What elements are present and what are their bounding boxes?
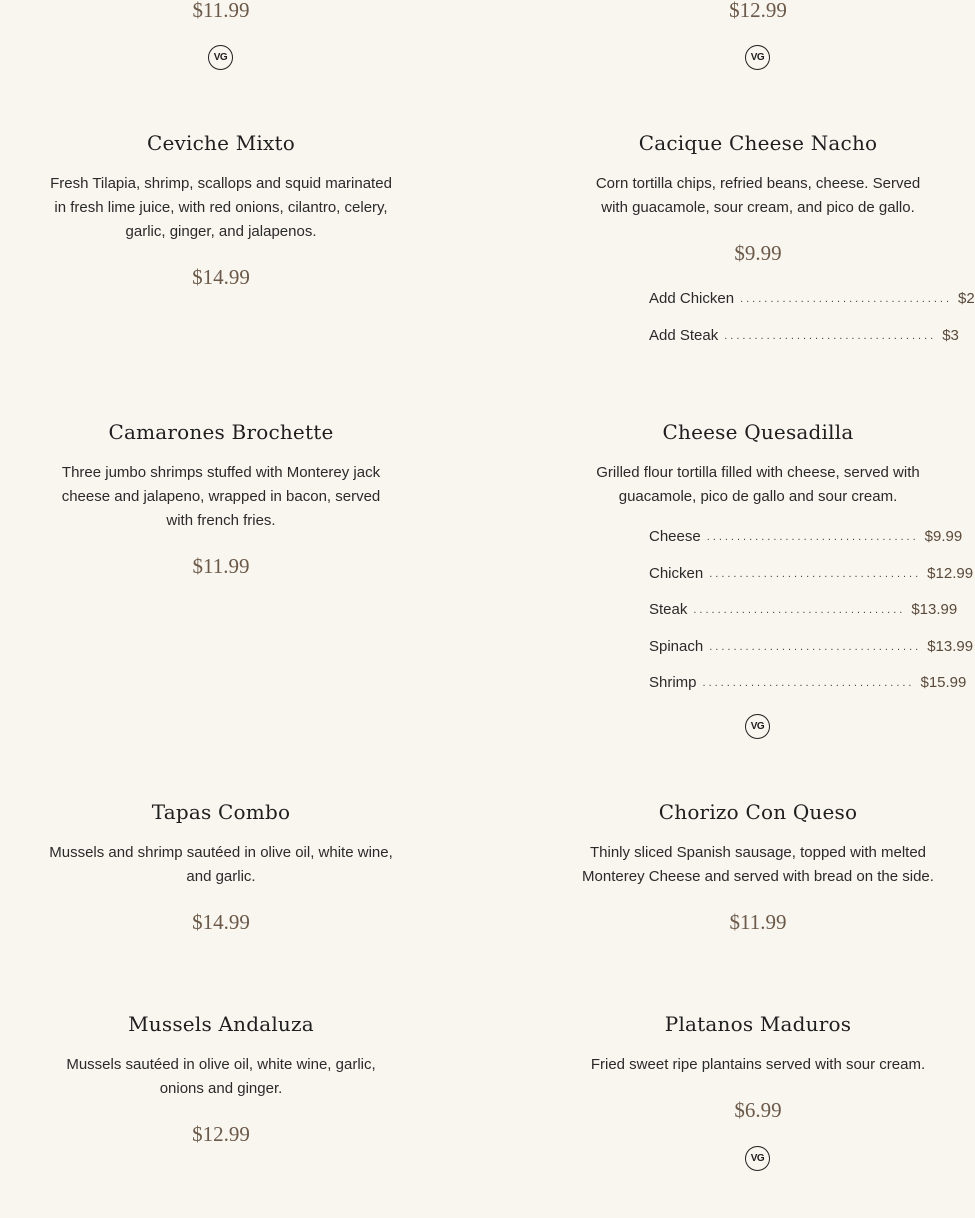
option-price: $3 [942, 327, 959, 344]
option-leader: ................................... [693, 604, 906, 616]
option-label: Chicken [649, 565, 704, 582]
item-price-tapas: $14.99 [192, 910, 250, 934]
item-title-ceviche: Ceviche Mixto [147, 131, 295, 155]
desc-line: garlic, ginger, and jalapenos. [125, 223, 317, 240]
option-row [649, 327, 959, 345]
item-title-camarones: Camarones Brochette [108, 420, 334, 444]
option-leader: ................................... [740, 293, 953, 305]
top-right-price: $12.99 [729, 0, 787, 22]
desc-line: Corn tortilla chips, refried beans, cheese. Served [595, 175, 921, 192]
item-desc-camarones [21, 461, 421, 533]
item-title-platanos: Platanos Maduros [664, 1012, 852, 1036]
desc-line: Three jumbo shrimps stuffed with Monterey jack [61, 464, 381, 481]
option-label: Add Steak [649, 327, 719, 344]
option-label: Spinach [649, 638, 704, 655]
option-row [649, 638, 974, 656]
item-desc-mussels [21, 1053, 421, 1101]
option-label: Cheese [649, 528, 701, 545]
option-leader: ................................... [702, 677, 915, 689]
option-leader: ................................... [709, 568, 922, 580]
option-price: $13.99 [927, 638, 974, 655]
option-leader: ................................... [709, 641, 922, 653]
item-price-camarones: $11.99 [192, 554, 250, 578]
option-row [649, 528, 963, 546]
desc-line: Thinly sliced Spanish sausage, topped with melted [589, 844, 927, 861]
item-price-chorizo: $11.99 [729, 910, 787, 934]
desc-line: Fresh Tilapia, shrimp, scallops and squid marinated [50, 175, 392, 192]
option-price: $2 [958, 290, 975, 307]
item-price-cacique: $9.99 [734, 241, 782, 265]
desc-line: in fresh lime juice, with red onions, cilantro, celery, [54, 199, 388, 216]
item-desc-quesadilla [558, 461, 958, 509]
item-title-tapas: Tapas Combo [151, 800, 291, 824]
desc-line: Mussels and shrimp sautéed in olive oil, white wine, [49, 844, 393, 861]
item-desc-tapas [21, 841, 421, 889]
item-title-mussels: Mussels Andaluza [128, 1012, 314, 1036]
item-desc-chorizo [558, 841, 958, 889]
desc-line: cheese and jalapeno, wrapped in bacon, served [61, 488, 381, 505]
option-price: $12.99 [927, 565, 974, 582]
option-price: $15.99 [920, 674, 967, 691]
item-title-chorizo: Chorizo Con Queso [658, 800, 858, 824]
item-price-mussels: $12.99 [192, 1122, 250, 1146]
desc-line: Grilled flour tortilla filled with cheese, served with [596, 464, 920, 481]
item-desc-platanos [558, 1053, 958, 1077]
item-desc-cacique [558, 172, 958, 220]
option-row [649, 290, 975, 308]
option-label: Steak [649, 601, 688, 618]
item-title-cacique: Cacique Cheese Nacho [638, 131, 878, 155]
option-label: Shrimp [649, 674, 697, 691]
desc-line: Monterey Cheese and served with bread on the side. [582, 868, 934, 885]
option-price: $13.99 [911, 601, 958, 618]
option-row [649, 674, 967, 692]
item-desc-ceviche [21, 172, 421, 244]
desc-line: with french fries. [166, 512, 276, 529]
vegetarian-badge-icon: VG [208, 45, 233, 70]
option-row [649, 565, 974, 583]
desc-line: guacamole, pico de gallo and sour cream. [618, 488, 898, 505]
desc-line: and garlic. [186, 868, 256, 885]
desc-line: Fried sweet ripe plantains served with sour cream. [590, 1056, 926, 1073]
item-price-ceviche: $14.99 [192, 265, 250, 289]
desc-line: with guacamole, sour cream, and pico de gallo. [601, 199, 915, 216]
option-leader: ................................... [724, 330, 937, 342]
item-price-platanos: $6.99 [734, 1098, 782, 1122]
option-row [649, 601, 958, 619]
option-label: Add Chicken [649, 290, 735, 307]
desc-line: onions and ginger. [159, 1080, 283, 1097]
item-title-quesadilla: Cheese Quesadilla [662, 420, 854, 444]
option-leader: ................................... [706, 531, 919, 543]
vegetarian-badge-icon: VG [745, 714, 770, 739]
vegetarian-badge-icon: VG [745, 1146, 770, 1171]
top-left-price: $11.99 [192, 0, 250, 22]
option-price: $9.99 [924, 528, 963, 545]
vegetarian-badge-icon: VG [745, 45, 770, 70]
desc-line: Mussels sautéed in olive oil, white wine, garlic, [66, 1056, 376, 1073]
